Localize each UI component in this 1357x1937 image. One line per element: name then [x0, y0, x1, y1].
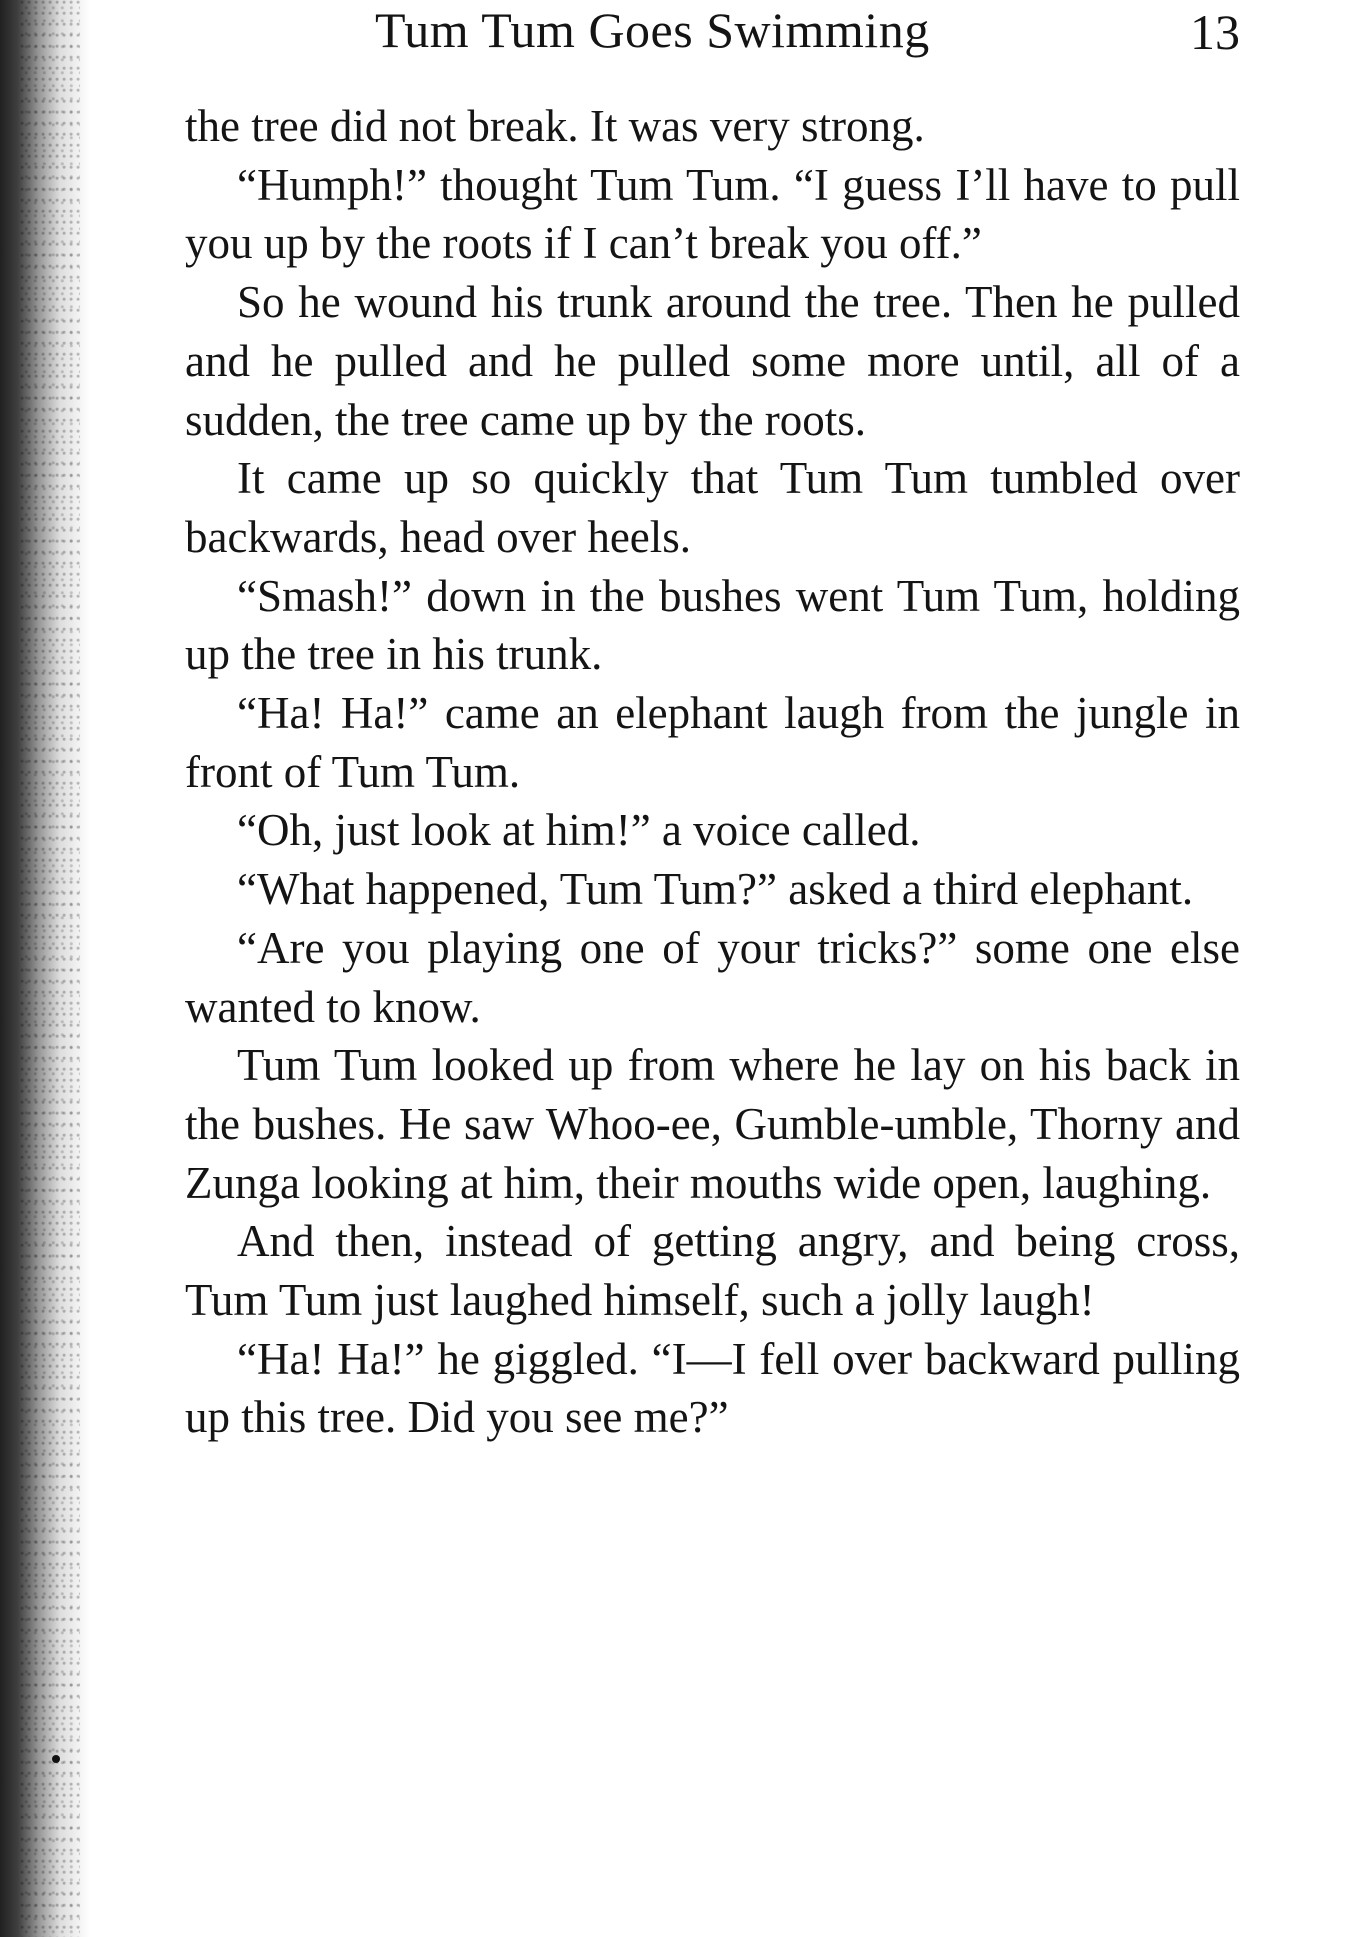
paragraph: And then, instead of getting angry, and being cross, Tum Tum just laughed himself, such a jolly laugh! [185, 1216, 1240, 1326]
running-title: Tum Tum Goes Swimming [375, 2, 930, 58]
paragraph: Tum Tum looked up from where he lay on his back in the bushes. He saw Whoo-ee, Gumble-umble, Thorny and Zunga looking at him, their mouths wide open, laughing. [185, 1040, 1240, 1208]
paragraph: “Oh, just look at him!” a voice called. [237, 805, 921, 856]
page-number: 13 [1190, 4, 1240, 60]
paragraph: “Humph!” thought Tum Tum. “I guess I’ll have to pull you up by the roots if I can’t break you off.” [185, 159, 1240, 269]
body-text [185, 97, 1240, 1447]
margin-dot [52, 1755, 60, 1763]
paragraph: “What happened, Tum Tum?” asked a third elephant. [237, 864, 1194, 915]
paragraph: “Ha! Ha!” came an elephant laugh from the jungle in front of Tum Tum. [185, 688, 1240, 797]
paragraph: It came up so quickly that Tum Tum tumbled over backwards, head over heels. [185, 453, 1240, 562]
paragraph: “Smash!” down in the bushes went Tum Tum, holding up the tree in his trunk. [185, 570, 1240, 680]
paragraph: So he wound his trunk around the tree. Then he pulled and he pulled and he pulled some more until, all of a sudden, the tree came up by the roots. [185, 277, 1240, 445]
paragraph: “Ha! Ha!” he giggled. “I—I fell over backward pulling up this tree. Did you see me?” [185, 1333, 1240, 1443]
page-header [150, 0, 1240, 70]
paragraph: “Are you playing one of your tricks?” some one else wanted to know. [185, 922, 1240, 1032]
binding-speckle [20, 0, 80, 1937]
paragraph: the tree did not break. It was very strong. [185, 101, 925, 151]
